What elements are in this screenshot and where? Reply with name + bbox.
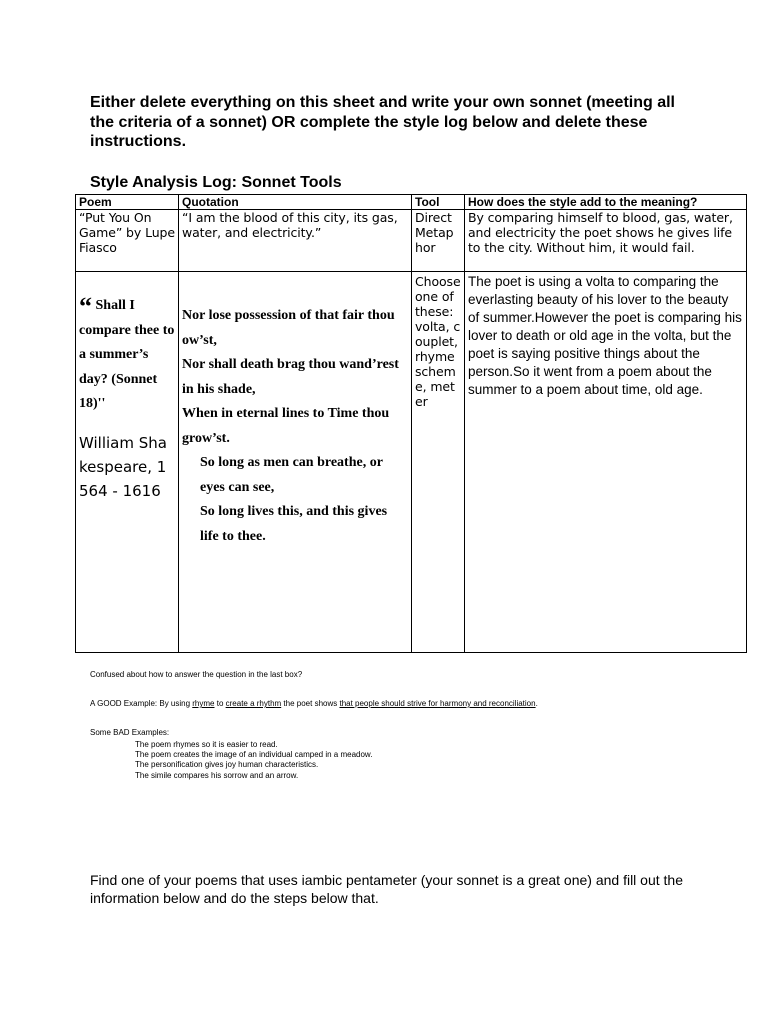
quotation-line: When in eternal lines to Time thou grow’st. (182, 406, 390, 446)
list-item: The personification gives joy human characteristics. (135, 760, 319, 770)
poem-author: William Shakespeare, 1564 - 1616 (79, 433, 167, 500)
row1-tool-text: Direct Metaphor (415, 210, 454, 255)
row2-tool[interactable] (412, 272, 465, 653)
row2-tool-text: Choose one of these: volta, couplet, rhyme scheme, meter (415, 274, 461, 409)
table-row (76, 272, 747, 653)
row1-quotation[interactable]: “I am the blood of this city, its gas, water, and electricity.” (179, 210, 412, 272)
good-rhythm: create a rhythm (225, 699, 282, 708)
row1-meaning[interactable]: By comparing himself to blood, gas, water, and electricity the poet shows he gives life to the city. Without him, it would fail. (465, 210, 747, 272)
row1-poem[interactable]: “Put You On Game” by Lupe Fiasco (76, 210, 179, 272)
good-end: . (535, 699, 538, 708)
header-tool: Tool (412, 195, 465, 210)
quotation-lines (182, 272, 408, 549)
list-item: The poem creates the image of an individual camped in a meadow. (135, 750, 373, 760)
good-prefix: A GOOD Example: By using (90, 699, 193, 708)
row2-quotation[interactable] (179, 272, 412, 653)
quotation-line: Nor shall death brag thou wand’rest in his shade, (182, 357, 399, 397)
header-poem: Poem (76, 195, 179, 210)
instructions-text: Either delete everything on this sheet and write your own sonnet (meeting all the criteria of a sonnet) OR complete the style log below and delete these instructions. (90, 94, 675, 150)
good-example (90, 699, 538, 709)
table-header-row (76, 195, 747, 210)
footer-instructions: Find one of your poems that uses iambic pentameter (your sonnet is a great one) and fill out the information below and do the steps below that. (90, 872, 683, 906)
header-meaning: How does the style add to the meaning? (465, 195, 747, 210)
quotation-line: So long lives this, and this gives life to thee. (200, 504, 388, 544)
list-item: The simile compares his sorrow and an arrow. (135, 770, 299, 780)
table-row (76, 210, 747, 272)
good-shows: the poet shows (281, 699, 340, 708)
good-meaning: that people should strive for harmony and reconciliation (339, 699, 536, 708)
row2-poem[interactable] (76, 272, 179, 653)
poem-title-text: Shall I compare thee to a summer’s day? (Sonnet 18)'' (79, 298, 175, 411)
row2-meaning[interactable]: The poet is using a volta to comparing the everlasting beauty of his lover to the beauty of summer.However the poet is comparing his lover to death or old age in the volta, but the poet is saying positive things about the person.So it went from a poem about the summer to a poem about time, old age. (465, 272, 747, 653)
quotation-line: So long as men can breathe, or eyes can see, (200, 455, 383, 495)
log-title: Style Analysis Log: Sonnet Tools (90, 174, 342, 191)
quotation-line: Nor lose possession of that fair thou ow’st, (182, 308, 395, 348)
good-rhyme: rhyme (192, 699, 215, 708)
opening-quote-mark: “ (79, 292, 92, 321)
bad-heading: Some BAD Examples: (90, 728, 170, 737)
row1-tool[interactable] (412, 210, 465, 272)
help-question: Confused about how to answer the question in the last box? (90, 670, 303, 679)
list-item: The poem rhymes so it is easier to read. (135, 740, 278, 749)
bad-examples-list (135, 740, 372, 781)
poem-title (79, 294, 175, 417)
header-quotation: Quotation (179, 195, 412, 210)
good-to: to (214, 699, 226, 708)
style-analysis-table (75, 194, 747, 653)
